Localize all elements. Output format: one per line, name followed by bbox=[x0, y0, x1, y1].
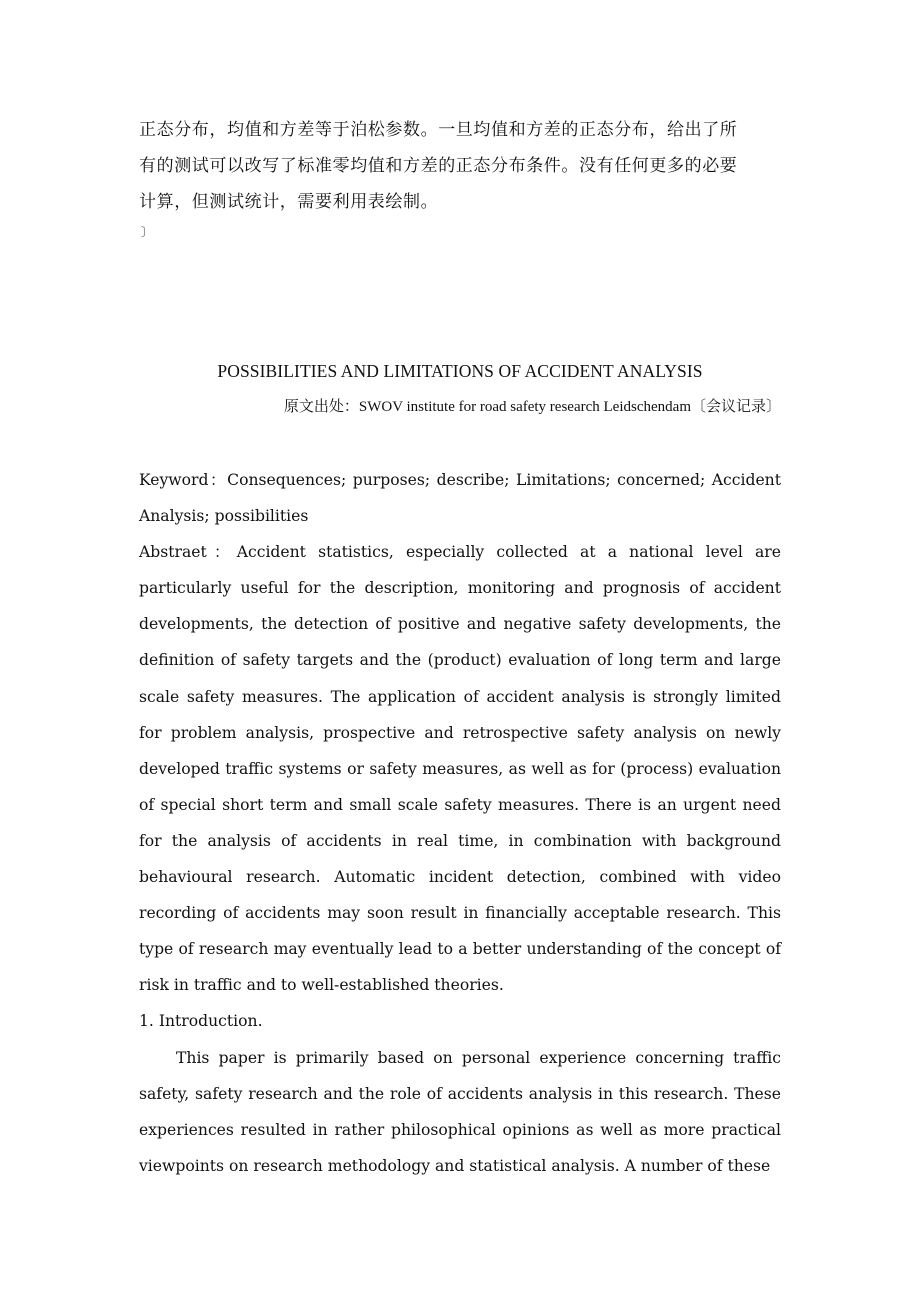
chinese-paragraph bbox=[139, 112, 781, 220]
intro-paragraph: This paper is primarily based on personal experience concerning traffic safety, safety research and the role of accidents analysis in this research. These experiences resulted in rather philosophical opinions as well as more practical viewpoints on research methodology and statistical analysis. A number of these bbox=[139, 1048, 781, 1175]
chinese-line-2: 有的测试可以改写了标准零均值和方差的正态分布条件。没有任何更多的必要 bbox=[139, 156, 738, 176]
article-source: 原文出处：SWOV institute for road safety research Leidschendam〔会议记录〕 bbox=[283, 399, 781, 415]
section-heading: 1. Introduction. bbox=[139, 1012, 263, 1031]
keywords: Keyword：Consequences; purposes; describe; Limitations; concerned; Accident Analysis; possibilities bbox=[139, 471, 781, 526]
article-title: POSSIBILITIES AND LIMITATIONS OF ACCIDENT ANALYSIS bbox=[217, 361, 703, 381]
closing-bracket: 〕 bbox=[141, 225, 154, 239]
chinese-line-3: 计算，但测试统计，需要利用表绘制。 bbox=[139, 192, 439, 212]
abstract: Abstraet：Accident statistics, especially collected at a national level are particularly useful for the description, monitoring and prognosis of accident developments, the detection of positive and negative safety developments, the definition of safety targets and the (product) evaluation of long term and large scale safety measures. The application of accident analysis is strongly limited for problem analysis, prospective and retrospective safety analysis on newly developed traffic systems or safety measures, as well as for (process) evaluation of special short term and small scale safety measures. There is an urgent need for the analysis of accidents in real time, in combination with background behavioural research. Automatic incident detection, combined with video recording of accidents may soon result in financially acceptable research. This type of research may eventually lead to a better understanding of the concept of risk in traffic and to well-established theories. bbox=[139, 543, 781, 995]
article-body bbox=[139, 462, 781, 1184]
chinese-line-1: 正态分布，均值和方差等于泊松参数。一旦均值和方差的正态分布，给出了所 bbox=[139, 120, 738, 140]
